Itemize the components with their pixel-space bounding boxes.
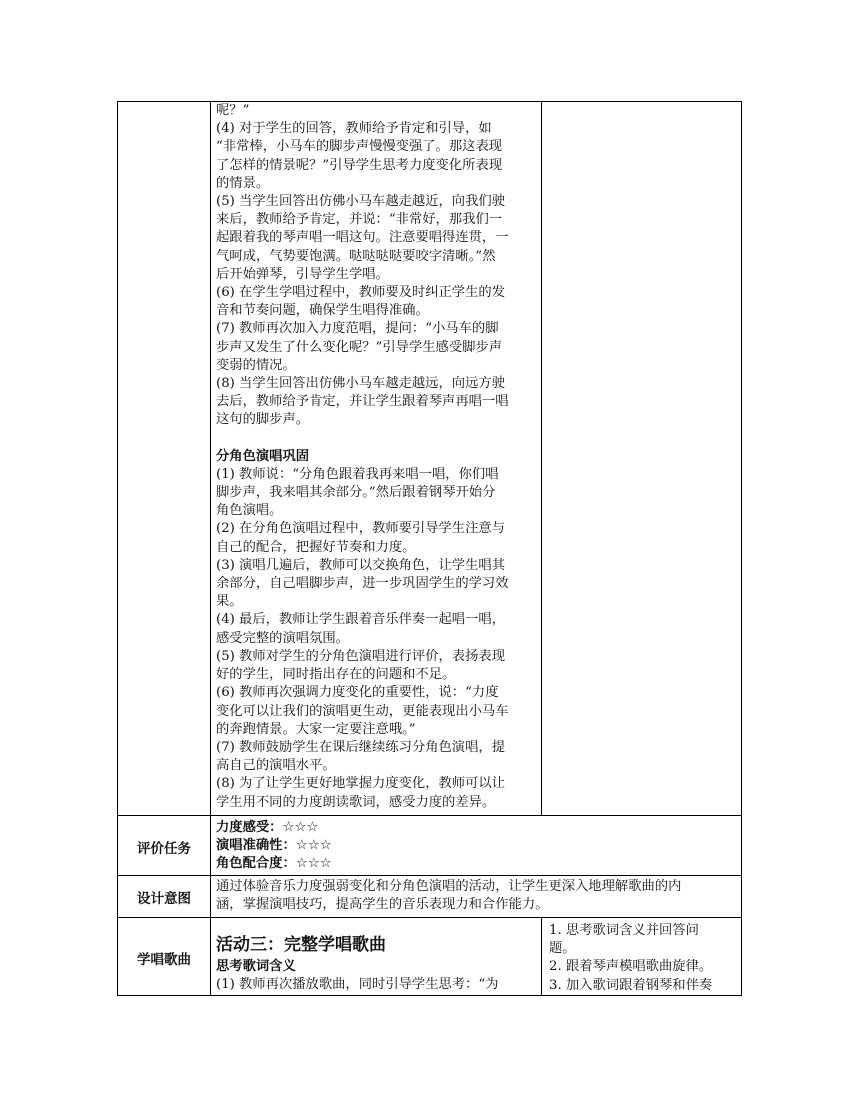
paragraph-line: 呢？” [216, 103, 250, 118]
design-label: 设计意图 [137, 891, 191, 907]
paragraph-line: (5) 当学生回答出仿佛小马车越走越近，向我们驶 [216, 194, 505, 210]
star-rating: ☆☆☆ [295, 838, 332, 854]
paragraph-line: 感受完整的演唱氛围。 [216, 630, 349, 646]
paragraph-line: 了怎样的情景呢？”引导学生思考力度变化所表现 [216, 157, 503, 173]
student-line-1: 1. 思考歌词含义并回答问 [549, 923, 699, 938]
evaluation-item-name: 力度感受： [216, 820, 283, 835]
student-line-3: 2. 跟着琴声模唱歌曲旋律。 [549, 959, 713, 975]
paragraph-line: 气呵成，气势要饱满。哒哒哒哒要咬字清晰。”然 [216, 248, 496, 264]
evaluation-item-name: 演唱准确性： [216, 838, 296, 854]
paragraph-line: 的奔跑情景。大家一定要注意哦。” [216, 721, 416, 737]
paragraph-line: “非常棒，小马车的脚步声慢慢变强了。那这表现 [216, 139, 503, 155]
paragraph-line: 音和节奏问题，确保学生唱得准确。 [216, 303, 429, 319]
col-divider-2-bottom [541, 917, 542, 996]
paragraph-line: (4) 最后，教师让学生跟着音乐伴奏一起唱一唱， [216, 612, 505, 628]
col-divider-1 [210, 101, 211, 996]
paragraph-line: (2) 在分角色演唱过程中，教师要引导学生注意与 [216, 521, 505, 537]
paragraph-line: 步声又发生了什么变化呢？”引导学生感受脚步声 [216, 339, 503, 355]
process-paragraphs [216, 102, 538, 430]
evaluation-label: 评价任务 [137, 841, 191, 857]
activity-title: 活动三：完整学唱歌曲 [216, 935, 386, 955]
section-heading: 分角色演唱巩固 [216, 448, 310, 464]
paragraph-line: (5) 教师对学生的分角色演唱进行评价，表扬表现 [216, 648, 505, 664]
paragraph-line: 的情景。 [216, 175, 270, 191]
col-divider-2-top [541, 101, 542, 816]
paragraph-line: 果。 [216, 594, 243, 610]
evaluation-item-name: 角色配合度： [216, 856, 296, 872]
design-cell [216, 878, 738, 914]
sing-cell [216, 933, 538, 994]
evaluation-cell [216, 819, 736, 874]
evaluation-item [216, 819, 736, 837]
paragraph-line: (6) 教师再次强调力度变化的重要性，说：“力度 [216, 685, 499, 701]
table-border-left [117, 101, 118, 996]
student-activity-cell [549, 922, 739, 995]
paragraph-line: (3) 演唱几遍后，教师可以交换角色，让学生唱其 [216, 557, 505, 573]
paragraph-line: 高自己的演唱水平。 [216, 758, 336, 774]
section-gap [216, 430, 538, 448]
paragraph-line: (6) 在学生学唱过程中，教师要及时纠正学生的发 [216, 285, 505, 301]
evaluation-item [216, 837, 736, 855]
paragraph-line: (8) 为了让学生更好地掌握力度变化，教师可以让 [216, 776, 505, 792]
table-border-right [741, 101, 742, 996]
paragraph-line: 来后，教师给予肯定，并说：“非常好，那我们一 [216, 212, 503, 228]
evaluation-items [216, 819, 736, 874]
paragraph-line: 角色演唱。 [216, 503, 283, 519]
paragraph-line: 自己的配合，把握好节奏和力度。 [216, 539, 416, 555]
paragraph-line: 起跟着我的琴声唱一唱这句。注意要唱得连贯，一 [216, 230, 509, 246]
paragraph-line: 余部分，自己唱脚步声，进一步巩固学生的学习效 [216, 576, 509, 592]
sing-line-1: (1) 教师再次播放歌曲，同时引导学生思考：“为 [216, 977, 499, 993]
star-rating: ☆☆☆ [282, 820, 319, 835]
paragraph-line: (4) 对于学生的回答，教师给予肯定和引导，如 [216, 121, 492, 137]
paragraph-line: (8) 当学生回答出仿佛小马车越走越远，向远方驶 [216, 376, 505, 392]
sing-label: 学唱歌曲 [137, 952, 191, 968]
evaluation-item [216, 855, 736, 873]
sub-heading: 思考歌词含义 [216, 959, 296, 974]
paragraph-line: 去后，教师给予肯定，并让学生跟着琴声再唱一唱 [216, 394, 509, 410]
paragraph-line: 变化可以让我们的演唱更生动，更能表现出小马车 [216, 703, 509, 719]
paragraph-line: (1) 教师说：“分角色跟着我再来唱一唱，你们唱 [216, 466, 499, 482]
star-rating: ☆☆☆ [295, 856, 332, 872]
paragraph-line: 变弱的情况。 [216, 357, 296, 373]
paragraph-line: (7) 教师鼓励学生在课后继续练习分角色演唱，提 [216, 739, 505, 755]
design-line-1: 通过体验音乐力度强弱变化和分角色演唱的活动，让学生更深入地理解歌曲的内 [216, 879, 682, 894]
paragraph-line: 好的学生，同时指出存在的问题和不足。 [216, 667, 456, 683]
paragraph-line: 学生用不同的力度朗读歌词，感受力度的差异。 [216, 794, 496, 810]
paragraph-line: (7) 教师再次加入力度范唱，提问：“小马车的脚 [216, 321, 499, 337]
section-paragraphs [216, 466, 538, 812]
student-line-2: 题。 [549, 941, 576, 957]
paragraph-line: 后开始弹琴，引导学生学唱。 [216, 266, 389, 282]
paragraph-line: 这句的脚步声。 [216, 412, 310, 428]
paragraph-line: 脚步声，我来唱其余部分。”然后跟着钢琴开始分 [216, 485, 496, 501]
process-cell [216, 102, 538, 812]
student-line-4: 3. 加入歌词跟着钢琴和伴奏 [549, 977, 713, 993]
design-line-2: 涵，掌握演唱技巧，提高学生的音乐表现力和合作能力。 [216, 897, 549, 913]
